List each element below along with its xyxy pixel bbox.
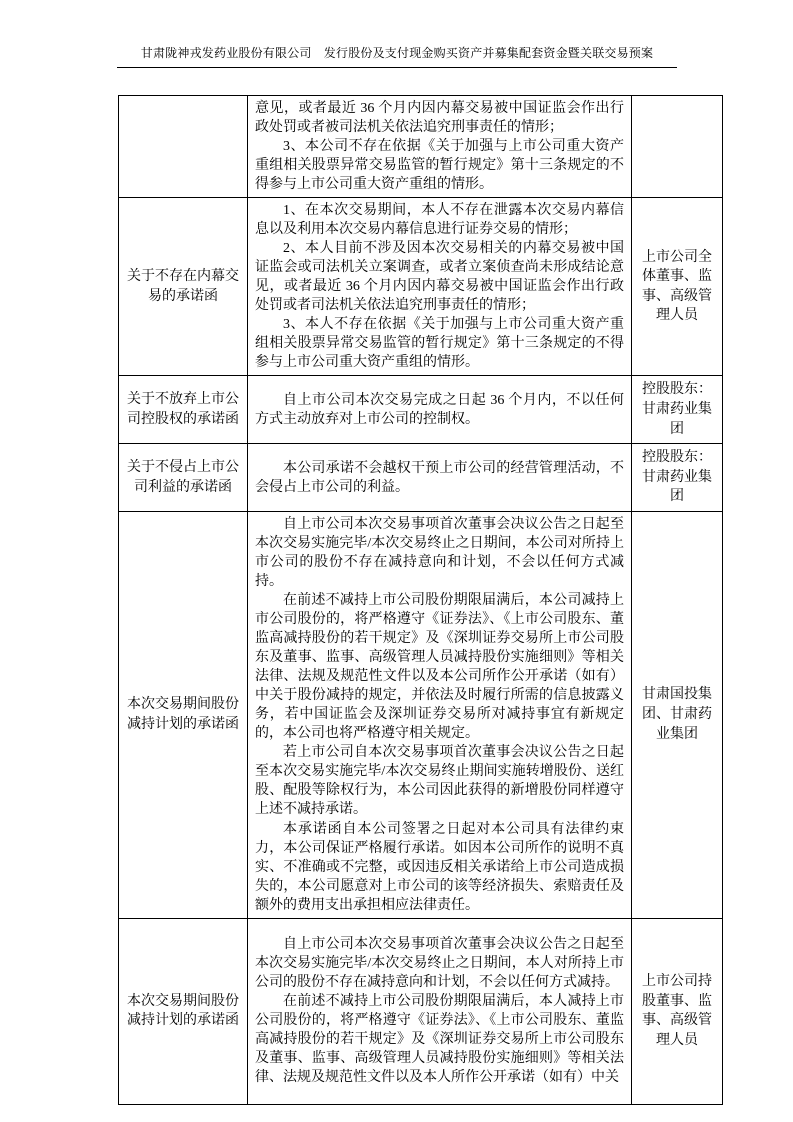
commitment-label-cell: 关于不存在内幕交易的承诺函 bbox=[119, 198, 248, 376]
table-row bbox=[119, 918, 723, 1104]
commitment-party-cell: 上市公司全体董事、监事、高级管理人员 bbox=[632, 198, 723, 376]
commitment-party-cell: 控股股东：甘肃药业集团 bbox=[632, 376, 723, 444]
commitment-party-cell: 上市公司持股董事、监事、高级管理人员 bbox=[632, 918, 723, 1104]
commitment-content-cell bbox=[248, 96, 632, 198]
content-paragraph: 1、在本次交易期间，本人不存在泄露本次交易内幕信息以及利用本次交易内幕信息进行证券交易的情形； bbox=[255, 203, 624, 238]
content-paragraph: 本公司承诺不会越权干预上市公司的经营管理活动，不会侵占上市公司的利益。 bbox=[255, 460, 624, 495]
commitment-label-cell: 关于不侵占上市公司利益的承诺函 bbox=[119, 444, 248, 512]
page-header bbox=[117, 46, 677, 68]
table-row bbox=[119, 198, 723, 376]
commitment-label-cell: 本次交易期间股份减持计划的承诺函 bbox=[119, 918, 248, 1104]
commitment-content-cell bbox=[248, 512, 632, 919]
content-paragraph: 3、本公司不存在依据《关于加强与上市公司重大资产重组相关股票异常交易监管的暂行规定》第十三条规定的不得参与上市公司重大资产重组的情形。 bbox=[255, 139, 624, 193]
content-paragraph: 意见，或者最近 36 个月内因内幕交易被中国证监会作出行政处罚或者被司法机关依法追究刑事责任的情形； bbox=[255, 101, 624, 136]
commitment-content-cell bbox=[248, 444, 632, 512]
content-paragraph: 在前述不减持上市公司股份期限届满后，本人减持上市公司股份的，将严格遵守《证券法》、《上市公司股东、董监高减持股份的若干规定》及《深圳证券交易所上市公司股东及董事、监事、高级管理人员减持股份实施细则》等相关法律、法规及规范性文件以及本人所作公开承诺（如有）中关 bbox=[255, 994, 624, 1086]
document-header-title: 甘肃陇神戎发药业股份有限公司 发行股份及支付现金购买资产并募集配套资金暨关联交易预案 bbox=[140, 46, 654, 60]
commitment-party-cell: 控股股东：甘肃药业集团 bbox=[632, 444, 723, 512]
commitment-content-cell bbox=[248, 376, 632, 444]
content-paragraph: 在前述不减持上市公司股份期限届满后，本公司减持上市公司股份的，将严格遵守《证券法》、《上市公司股东、董监高减持股份的若干规定》及《深圳证券交易所上市公司股东及董事、监事、高级管理人员减持股份实施细则》等相关法律、法规及规范性文件以及本公司所作公开承诺（如有）中关于股份减持的规定，并依法及时履行所需的信息披露义务，若中国证监会及深圳证券交易所对减持事宜有新规定的，本公司也将严格遵守相关规定。 bbox=[255, 593, 624, 742]
commitment-label-cell bbox=[119, 96, 248, 198]
content-paragraph: 自上市公司本次交易完成之日起 36 个月内，不以任何方式主动放弃对上市公司的控制权。 bbox=[255, 392, 624, 427]
commitment-party-cell: 甘肃国投集团、甘肃药业集团 bbox=[632, 512, 723, 919]
table-row bbox=[119, 376, 723, 444]
commitment-label-cell: 关于不放弃上市公司控股权的承诺函 bbox=[119, 376, 248, 444]
content-paragraph: 本承诺函自本公司签署之日起对本公司具有法律约束力，本公司保证严格履行承诺。如因本公司所作的说明不真实、不准确或不完整，或因违反相关承诺给上市公司造成损失的，本公司愿意对上市公司的该等经济损失、索赔责任及额外的费用支出承担相应法律责任。 bbox=[255, 821, 624, 913]
content-paragraph: 若上市公司自本次交易事项首次董事会决议公告之日起至本次交易实施完毕/本次交易终止期间实施转增股份、送红股、配股等除权行为，本公司因此获得的新增股份同样遵守上述不减持承诺。 bbox=[255, 745, 624, 818]
commitment-content-cell bbox=[248, 198, 632, 376]
commitment-content-cell bbox=[248, 918, 632, 1104]
table-row bbox=[119, 512, 723, 919]
table-row bbox=[119, 444, 723, 512]
content-paragraph: 自上市公司本次交易事项首次董事会决议公告之日起至本次交易实施完毕/本次交易终止之日期间，本人对所持上市公司的股份不存在减持意向和计划，不会以任何方式减持。 bbox=[255, 937, 624, 991]
content-paragraph: 2、本人目前不涉及因本次交易相关的内幕交易被中国证监会或司法机关立案调查，或者立案侦查尚未形成结论意见，或者最近 36 个月内因内幕交易被中国证监会作出行政处罚或者司法机关依法追究刑事责任的情形； bbox=[255, 241, 624, 314]
commitment-party-cell bbox=[632, 96, 723, 198]
content-paragraph: 3、本人不存在依据《关于加强与上市公司重大资产重组相关股票异常交易监管的暂行规定》第十三条规定的不得参与上市公司重大资产重组的情形。 bbox=[255, 317, 624, 371]
content-paragraph: 自上市公司本次交易事项首次董事会决议公告之日起至本次交易实施完毕/本次交易终止之日期间，本公司对所持上市公司的股份不存在减持意向和计划，不会以任何方式减持。 bbox=[255, 517, 624, 590]
commitment-table bbox=[118, 95, 723, 1105]
table-row bbox=[119, 96, 723, 198]
commitment-label-cell: 本次交易期间股份减持计划的承诺函 bbox=[119, 512, 248, 919]
